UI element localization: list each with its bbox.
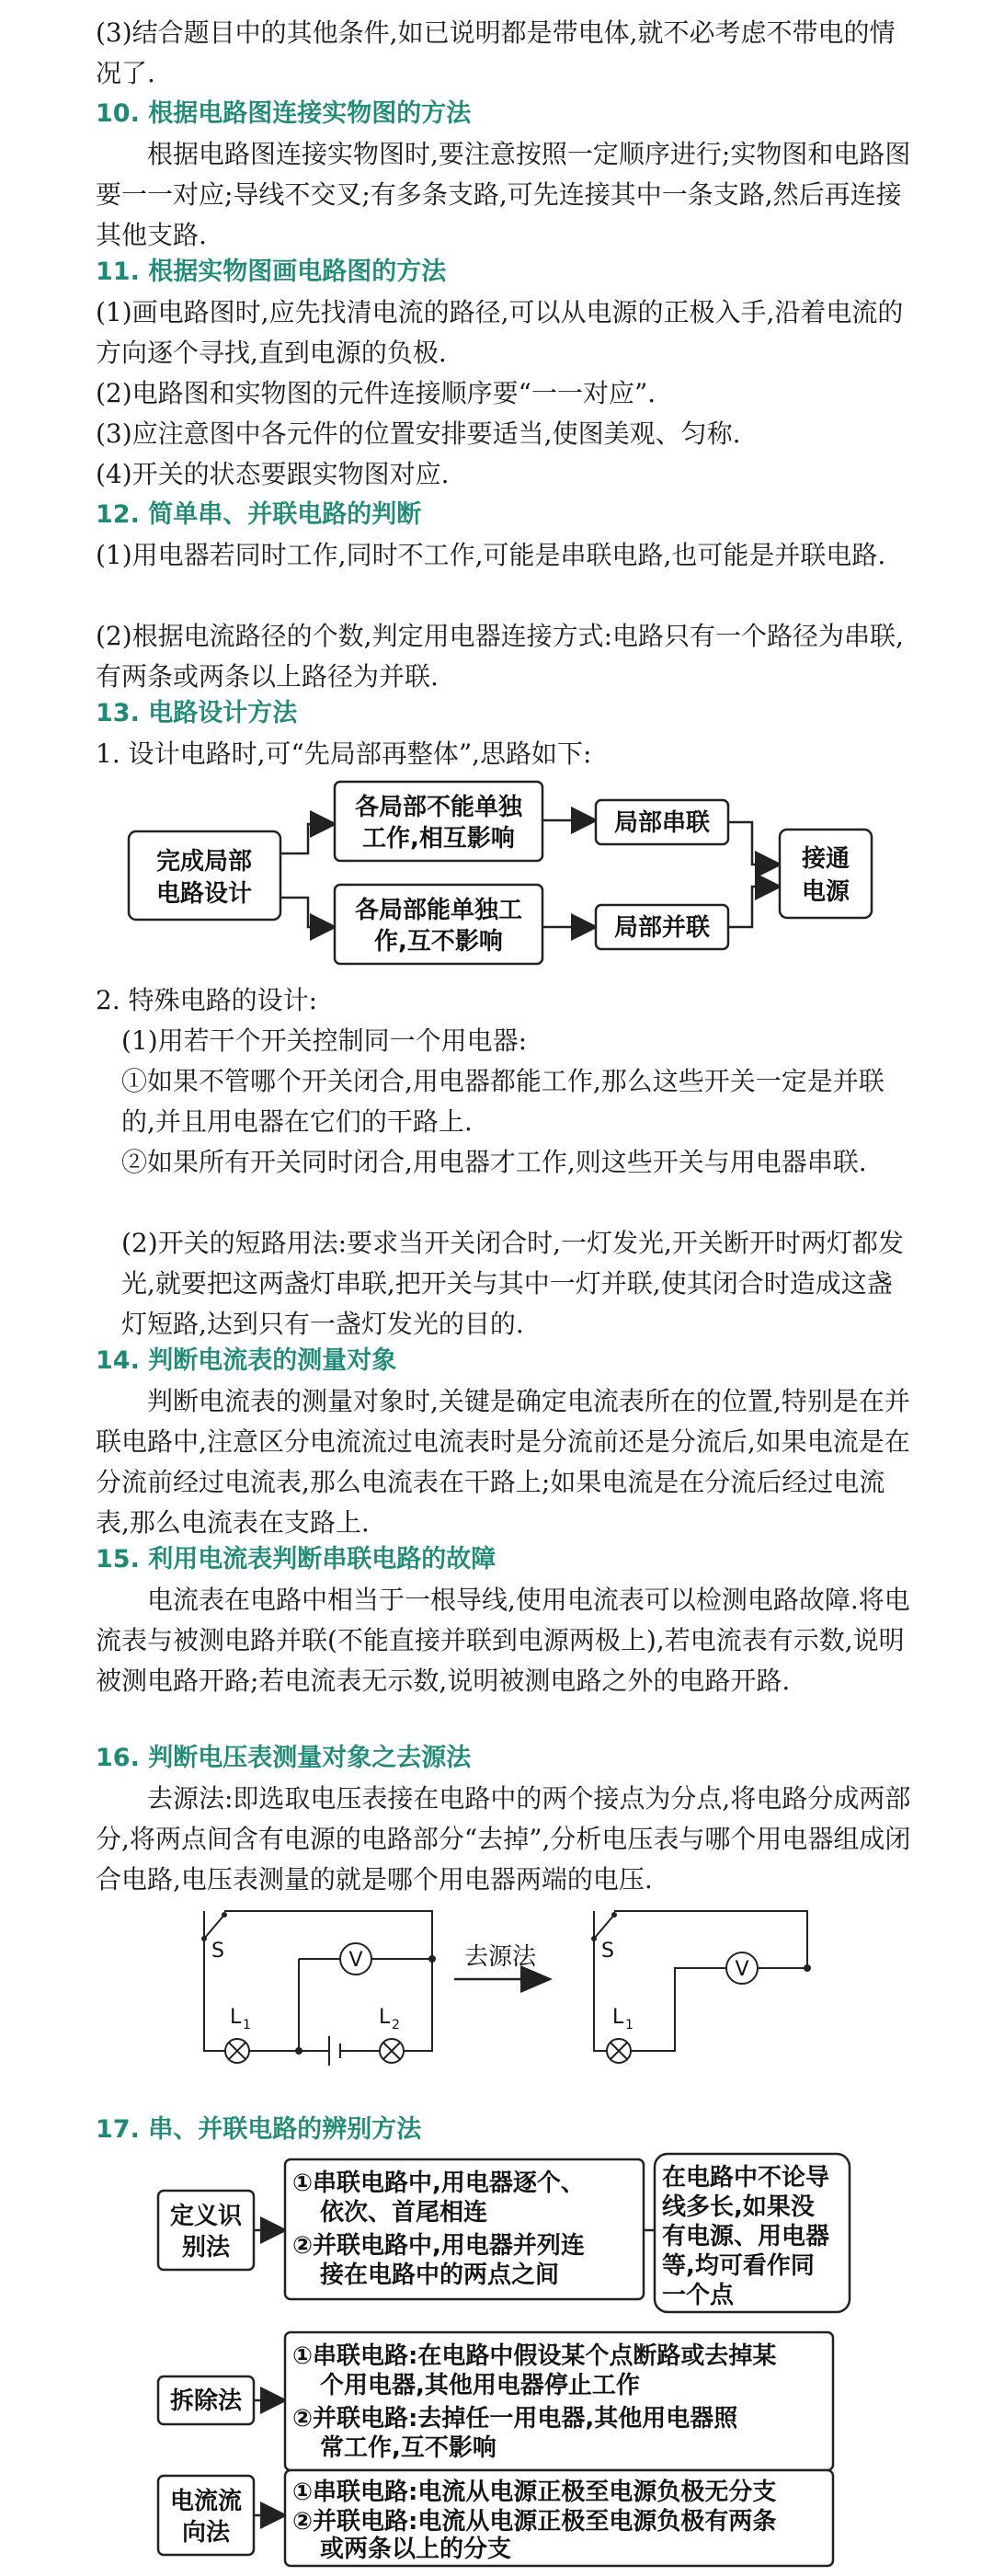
method1-note-line2: 线多长,如果没 xyxy=(662,2193,815,2221)
sec11-item-1: (1)画电路图时,应先找清电流的路径,可以从电源的正极入手,沿着电流的方向逐个寻找,直到电源的负极. xyxy=(96,297,904,368)
method3-line3: 或两条以上的分支 xyxy=(320,2536,512,2563)
voltmeter-left-label: V xyxy=(348,1949,363,1972)
design-flowchart xyxy=(0,773,993,984)
lamp2-sub-left: 2 xyxy=(392,2018,400,2032)
identification-methods-diagram xyxy=(0,2152,993,2570)
method1-line4: 接在电路中的两点之间 xyxy=(320,2261,560,2289)
flow-lower-result: 局部并联 xyxy=(613,914,711,942)
sec11-item-4: (4)开关的状态要跟实物图对应. xyxy=(96,459,450,489)
flow-start-line2: 电路设计 xyxy=(155,880,253,908)
flow-end-line1: 接通 xyxy=(801,845,850,873)
flow-arrow-merge-upper xyxy=(728,822,778,864)
sec12-title: 12. 简单串、并联电路的判断 xyxy=(96,500,422,529)
method3-line2: ②并联电路:电流从电源正极至电源负极有两条 xyxy=(292,2508,777,2536)
flow-arrow-lower xyxy=(280,898,333,927)
method2-line3: ②并联电路:去掉任一用电器,其他用电器照 xyxy=(292,2405,738,2433)
lamp1-sub-right: 1 xyxy=(625,2018,633,2032)
method2-name-line1: 拆除法 xyxy=(169,2387,243,2415)
sec13-s1: (1)用若干个开关控制同一个用电器: xyxy=(121,1025,528,1056)
flow-arrow-upper xyxy=(280,824,333,853)
flow-lower-line2: 作,互不影响 xyxy=(374,928,503,956)
method1-line3: ②并联电路中,用电器并列连 xyxy=(292,2232,585,2260)
sec12-item-2: (2)根据电流路径的个数,判定用电器连接方式:电路只有一个路径为串联,有两条或两条以上路径为并联. xyxy=(96,621,904,692)
flow-start-line1: 完成局部 xyxy=(155,848,253,876)
sec14-title: 14. 判断电流表的测量对象 xyxy=(96,1346,397,1375)
sec13-special-title: 2. 特殊电路的设计: xyxy=(96,985,318,1015)
lamp1-label-left: L xyxy=(230,2006,242,2029)
lamp1-sub-left: 1 xyxy=(243,2018,251,2032)
sec11-item-2: (2)电路图和实物图的元件连接顺序要“一一对应”. xyxy=(96,378,656,408)
sec16-body: 去源法:即选取电压表接在电路中的两个接点为分点,将电路分成两部分,将两点间含有电源的电路部分“去掉”,分析电压表与哪个用电器组成闭合电路,电压表测量的就是哪个用电器两端的电压. xyxy=(96,1783,911,1895)
method1-line2: 依次、首尾相连 xyxy=(320,2199,488,2227)
method1-note-line5: 一个点 xyxy=(662,2282,735,2309)
flow-end-line2: 电源 xyxy=(801,878,850,906)
method1-name-line2: 别法 xyxy=(181,2234,231,2261)
sec10-body: 根据电路图连接实物图时,要注意按照一定顺序进行;实物图和电路图要一一对应;导线不交叉;有多条支路,可先连接其中一条支路,然后再连接其他支路. xyxy=(96,139,911,250)
switch-label-right: S xyxy=(601,1940,614,1963)
sec13-s2: (2)开关的短路用法:要求当开关闭合时,一灯发光,开关断开时两灯都发光,就要把这两盏灯串联,把开关与其中一灯并联,使其闭合时造成这盏灯短路,达到只有一盏灯发光的目的. xyxy=(121,1228,904,1339)
sec13-intro: 1. 设计电路时,可“先局部再整体”,思路如下: xyxy=(96,738,592,769)
sec14-body: 判断电流表的测量对象时,关键是确定电流表所在的位置,特别是在并联电路中,注意区分电流流过电流表时是分流前还是分流后,如果电流是在分流前经过电流表,那么电流表在干路上;如果电流是在分流后经过电流表,那么电流表在支路上. xyxy=(96,1386,910,1538)
method2-line1: ①串联电路:在电路中假设某个点断路或去掉某 xyxy=(292,2342,777,2370)
sec12-item-1: (1)用电器若同时工作,同时不工作,可能是串联电路,也可能是并联电路. xyxy=(96,540,886,570)
sec15-title: 15. 利用电流表判断串联电路的故障 xyxy=(96,1545,496,1574)
switch-blade-left xyxy=(204,1915,224,1939)
flow-upper-line1: 各局部不能单独 xyxy=(354,794,523,821)
lamp1-label-right: L xyxy=(612,2006,624,2029)
arrow-label: 去源法 xyxy=(463,1943,537,1971)
method1-name-line1: 定义识 xyxy=(169,2203,243,2230)
source-removal-circuit xyxy=(0,1895,993,2106)
flow-arrow-merge-lower xyxy=(728,887,778,927)
method1-note-line4: 等,均可看作同 xyxy=(662,2252,815,2280)
sec10-title: 10. 根据电路图连接实物图的方法 xyxy=(96,99,472,128)
flow-lower-line1: 各局部能单独工 xyxy=(354,897,523,924)
sec13-s1a: ①如果不管哪个开关闭合,用电器都能工作,那么这些开关一定是并联的,并且用电器在它们的干路上. xyxy=(121,1066,885,1137)
method3-line1: ①串联电路:电流从电源正极至电源负极无分支 xyxy=(292,2479,777,2506)
method2-line4: 常工作,互不影响 xyxy=(320,2434,496,2462)
sec9-item-3: (3)结合题目中的其他条件,如已说明都是带电体,就不必考虑不带电的情况了. xyxy=(96,17,896,88)
method1-note-line3: 有电源、用电器 xyxy=(662,2223,830,2250)
sec13-s1b: ②如果所有开关同时闭合,用电器才工作,则这些开关与用电器串联. xyxy=(121,1147,867,1177)
sec11-title: 11. 根据实物图画电路图的方法 xyxy=(96,258,447,286)
flow-upper-result: 局部串联 xyxy=(613,809,711,837)
sec13-title: 13. 电路设计方法 xyxy=(96,699,298,727)
method2-line2: 个用电器,其他用电器停止工作 xyxy=(320,2372,640,2399)
sec11-item-3: (3)应注意图中各元件的位置安排要适当,使图美观、匀称. xyxy=(96,418,741,449)
battery-symbol xyxy=(329,2036,340,2066)
sec15-body: 电流表在电路中相当于一根导线,使用电流表可以检测电路故障.将电流表与被测电路并联(不能直接并联到电源两极上),若电流表有示数,说明被测电路开路;若电流表无示数,说明被测电路之外的电路开路. xyxy=(96,1585,910,1696)
flow-upper-line2: 工作,相互影响 xyxy=(362,825,515,853)
circuit-after-removal xyxy=(591,1911,811,2063)
sec16-title: 16. 判断电压表测量对象之去源法 xyxy=(96,1744,472,1772)
switch-label-left: S xyxy=(211,1940,224,1963)
method1-note-line1: 在电路中不论导 xyxy=(662,2164,830,2192)
method1-line1: ①串联电路中,用电器逐个、 xyxy=(292,2170,585,2197)
sec17-title: 17. 串、并联电路的辨别方法 xyxy=(96,2115,422,2144)
lamp2-label-left: L xyxy=(379,2006,391,2029)
method3-name-line1: 电流流 xyxy=(169,2488,243,2515)
voltmeter-right-label: V xyxy=(735,1958,749,1981)
method3-name-line2: 向法 xyxy=(181,2519,231,2547)
circuit-original xyxy=(201,1911,436,2066)
